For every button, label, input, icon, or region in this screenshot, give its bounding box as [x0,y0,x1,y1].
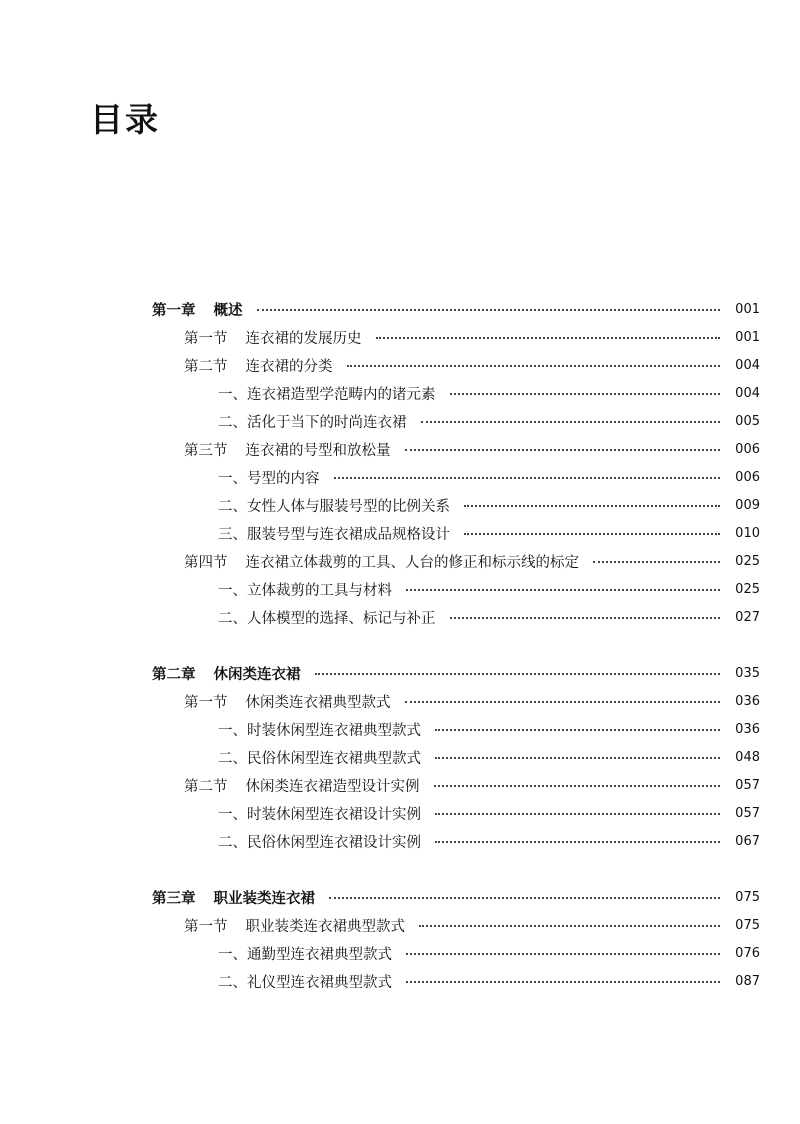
dot-leader [593,561,720,563]
toc-subsection[interactable] [218,799,760,827]
dot-leader [464,505,720,507]
toc-label: 休闲类连衣裙典型款式 [245,694,391,711]
dot-leader [376,337,721,339]
toc-page-number: 006 [735,441,760,457]
toc-number: 第一节 [184,330,228,347]
toc-label: 连衣裙的号型和放松量 [245,442,391,459]
toc-section[interactable] [184,911,760,939]
toc-number: 第二节 [184,778,228,795]
toc-subsection[interactable] [218,827,760,855]
toc-number: 第二章 [152,665,196,683]
toc-label: 一、立体裁剪的工具与材料 [218,582,392,599]
toc-page-number: 010 [735,525,760,541]
dot-leader [405,701,721,703]
dot-leader [406,589,720,591]
toc-number: 第一节 [184,918,228,935]
toc-chapter[interactable] [152,659,760,687]
toc-page-number: 005 [735,413,760,429]
toc-number: 第四节 [184,554,228,571]
toc-label: 三、服装号型与连衣裙成品规格设计 [218,526,450,543]
toc-section[interactable] [184,351,760,379]
toc-page-number: 076 [735,945,760,961]
toc-label: 职业装类连衣裙典型款式 [245,918,405,935]
toc-label: 二、民俗休闲型连衣裙设计实例 [218,834,421,851]
dot-leader [435,813,720,815]
toc-number: 第三节 [184,442,228,459]
toc-subsection[interactable] [218,743,760,771]
dot-leader [450,617,721,619]
toc-page-number: 001 [735,301,760,317]
toc-page-number: 027 [735,609,760,625]
toc-label: 二、礼仪型连衣裙典型款式 [218,974,392,991]
toc-label: 连衣裙的分类 [245,358,333,375]
dot-leader [406,953,720,955]
toc-subsection[interactable] [218,715,760,743]
toc-number: 第一章 [152,301,196,319]
dot-leader [421,421,721,423]
toc-page-number: 048 [735,749,760,765]
toc-subsection[interactable] [218,407,760,435]
dot-leader [315,673,721,675]
toc-page-number: 025 [735,553,760,569]
dot-leader [405,449,721,451]
toc-label: 连衣裙的发展历史 [245,330,362,347]
toc-section[interactable] [184,435,760,463]
toc-subsection[interactable] [218,603,760,631]
toc-subsection[interactable] [218,939,760,967]
toc-section[interactable] [184,323,760,351]
toc-page-number: 025 [735,581,760,597]
dot-leader [334,477,721,479]
dot-leader [257,309,721,311]
toc-label: 一、时装休闲型连衣裙设计实例 [218,806,421,823]
toc-chapter[interactable] [152,295,760,323]
toc-subsection[interactable] [218,519,760,547]
toc-page-number: 009 [735,497,760,513]
dot-leader [406,981,720,983]
toc-page-number: 057 [735,777,760,793]
toc-subsection[interactable] [218,379,760,407]
toc-number: 第二节 [184,358,228,375]
toc-page-number: 075 [735,917,760,933]
toc-page-number: 087 [735,973,760,989]
page-title: 目录 [90,100,160,139]
toc-section[interactable] [184,547,760,575]
dot-leader [419,925,720,927]
toc-label: 二、女性人体与服装号型的比例关系 [218,498,450,515]
toc-page-number: 001 [735,329,760,345]
toc-label: 一、号型的内容 [218,470,320,487]
toc-section[interactable] [184,687,760,715]
toc-page-number: 006 [735,469,760,485]
toc-label: 连衣裙立体裁剪的工具、人台的修正和标示线的标定 [245,554,579,571]
toc-label: 休闲类连衣裙造型设计实例 [245,778,420,795]
toc-page-number: 057 [735,805,760,821]
toc-subsection[interactable] [218,967,760,995]
toc-label: 二、活化于当下的时尚连衣裙 [218,414,407,431]
toc-page-number: 036 [735,721,760,737]
toc-page-number: 004 [735,357,760,373]
dot-leader [435,841,720,843]
dot-leader [450,393,721,395]
toc-subsection[interactable] [218,575,760,603]
toc-number: 第一节 [184,694,228,711]
toc-label: 二、人体模型的选择、标记与补正 [218,610,436,627]
toc-number: 第三章 [152,889,196,907]
dot-leader [435,757,720,759]
toc-page-number: 075 [735,889,760,905]
toc-page-number: 036 [735,693,760,709]
toc-page-number: 067 [735,833,760,849]
dot-leader [347,365,721,367]
toc-label: 一、通勤型连衣裙典型款式 [218,946,392,963]
dot-leader [329,897,720,899]
toc-chapter[interactable] [152,883,760,911]
toc-label: 休闲类连衣裙 [213,665,301,683]
toc-page-number: 035 [735,665,760,681]
toc-label: 一、连衣裙造型学范畴内的诸元素 [218,386,436,403]
toc-label: 二、民俗休闲型连衣裙典型款式 [218,750,421,767]
dot-leader [434,785,721,787]
toc-label: 一、时装休闲型连衣裙典型款式 [218,722,421,739]
toc-section[interactable] [184,771,760,799]
dot-leader [435,729,720,731]
dot-leader [464,533,720,535]
toc-label: 职业装类连衣裙 [213,889,315,907]
toc-subsection[interactable] [218,491,760,519]
toc-page-number: 004 [735,385,760,401]
toc-label: 概述 [213,301,243,319]
toc-subsection[interactable] [218,463,760,491]
